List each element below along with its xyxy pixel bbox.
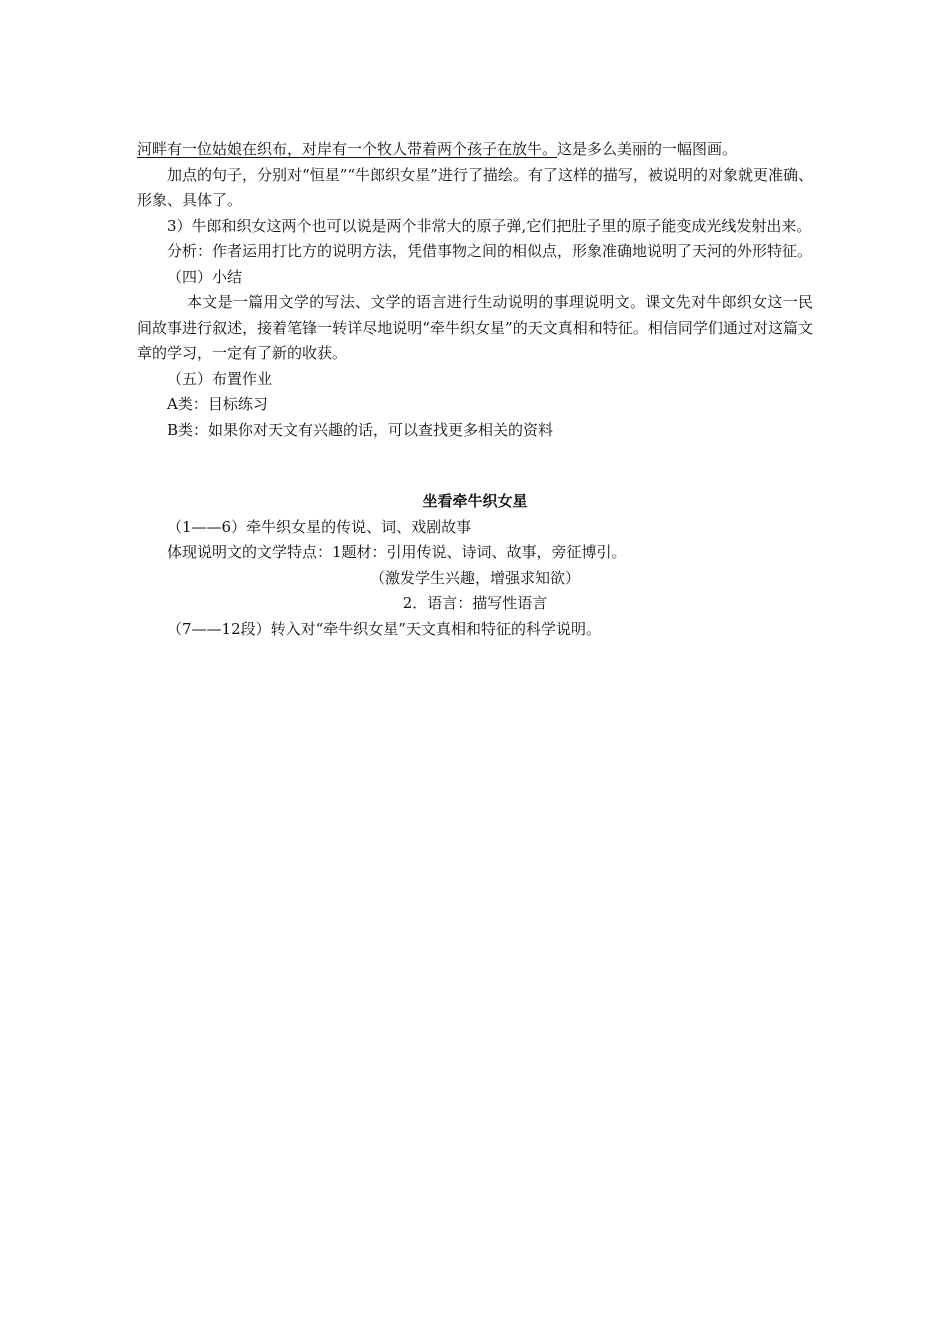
- paragraph-analysis-description: 加点的句子，分别对“恒星”“牛郎织女星”进行了描绘。有了这样的描写，被说明的对象就更准确、形象、具体了。: [137, 165, 813, 209]
- board-line-legend: （1——6）牵牛织女星的传说、词、戏剧故事: [167, 517, 472, 536]
- section-heading-summary: （四）小结: [167, 267, 243, 286]
- sentence-text: 这是多么美丽的一幅图画。: [557, 140, 738, 158]
- paragraph-analysis-metaphor: 分析：作者运用打比方的说明方法，凭借事物之间的相似点，形象准确地说明了天河的外形特征。: [167, 242, 813, 260]
- document-body: [137, 137, 813, 642]
- homework-item-a: A类：目标练习: [167, 395, 268, 413]
- board-title: 坐看牵牛织女星: [422, 492, 528, 510]
- board-line-language: 2．语言：描写性语言: [402, 594, 548, 612]
- paragraph-example-3: 3）牛郎和织女这两个也可以说是两个非常大的原子弹,它们把肚子里的原子能变成光线发射出来。: [167, 216, 812, 235]
- underlined-sentence: 河畔有一位姑娘在织布，对岸有一个牧人带着两个孩子在放牛。: [137, 140, 558, 158]
- paragraph-summary: 本文是一篇用文学的写法、文学的语言进行生动说明的事理说明文。课文先对牛郎织女这一民间故事进行叙述，接着笔锋一转详尽地说明“牵牛织女星”的天文真相和特征。相信同学们通过对这篇文章的学习，一定有了新的收获。: [137, 293, 813, 362]
- board-line-interest: （激发学生兴趣，增强求知欲）: [369, 568, 580, 587]
- homework-item-b: B类：如果你对天文有兴趣的话，可以查找更多相关的资料: [167, 420, 554, 439]
- section-heading-homework: （五）布置作业: [167, 369, 273, 388]
- board-line-literary-features: 体现说明文的文学特点：1题材：引用传说、诗词、故事，旁征博引。: [167, 543, 627, 561]
- board-line-science: （7——12段）转入对“牵牛织女星”天文真相和特征的科学说明。: [167, 619, 601, 638]
- paragraph-image-description: [137, 137, 813, 163]
